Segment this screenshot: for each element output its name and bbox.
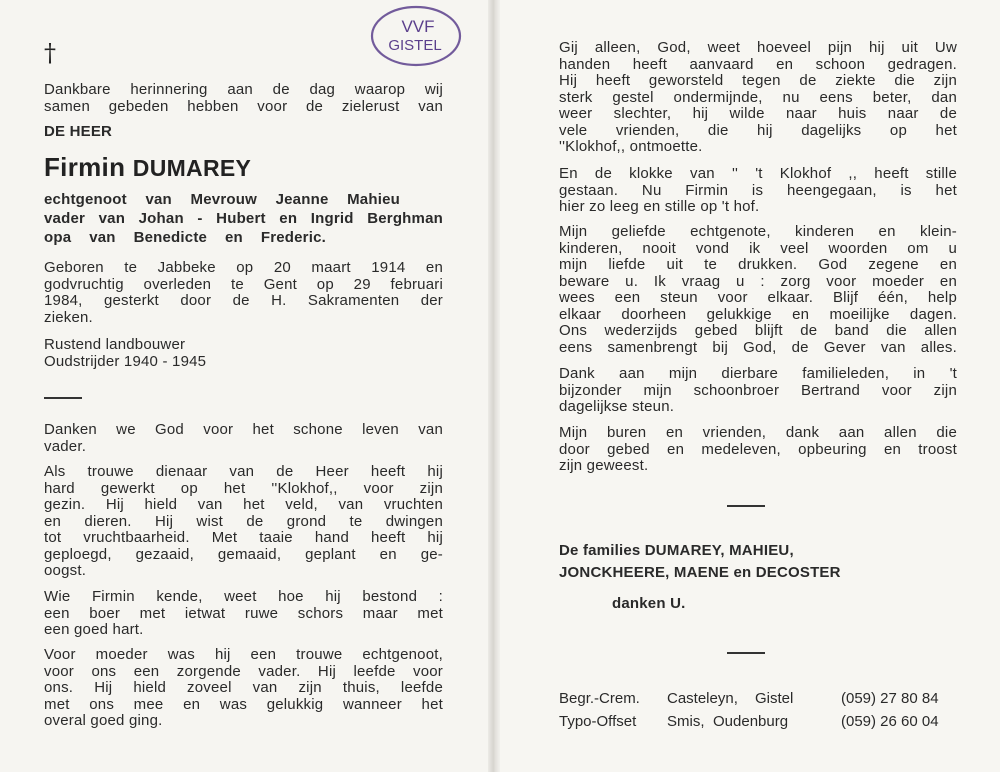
paragraph-thanks-god: Danken we God voor het schone leven van vader. [44,421,443,455]
cross-icon: † [44,39,56,67]
thanks-text: danken U. [612,595,686,612]
families-text: De families DUMAREY, MAHIEU, JONCKHEERE, MAENE en DECOSTER [559,542,841,581]
divider-right-bottom [727,652,765,654]
paragraph-voor-moeder: Voor moeder was hij een trouwe echtgenoot, voor ons een zorgende vader. Hij leefde voor ons. Hij hield zoveel van zijn thuis, leefde met ons mee en was gelukkig wanneer het overal goed ging. [44,646,443,729]
paragraph-gij-alleen: Gij alleen, God, weet hoeveel pijn hij uit Uw handen heeft aanvaard en schoon gedragen. Hij heeft geworsteld tegen de ziekte die zijn sterk gestel ondermijnde, nu eens beter, dan weer slechter, hij wilde naar huis naar de vele vrienden, die hij dagelijks op het ''Klokhof,, ontmoette. [559,39,957,155]
occupation-text: Rustend landbouwer Oudstrijder 1940 - 1945 [44,336,207,370]
intro-text: Dankbare herinnering aan de dag waarop wij samen gebeden hebben voor de zielerust van [44,81,443,115]
title-de-heer: DE HEER [44,123,113,140]
paragraph-klokhof: Als trouwe dienaar van de Heer heeft hij hard gewerkt op het ''Klokhof,, voor zijn gezin. Hij hield van het veld, van vruchten en dieren. Hij wist de grond te dwingen tot vruchtbaarheid. Met taaie hand heeft hij geploegd, gezaaid, gemaaid, geplant en ge- oogst. [44,463,443,579]
birth-death-text: Geboren te Jabbeke op 20 maart 1914 en godvruchtig overleden te Gent op 29 februari 1984, gesterkt door de H. Sakramenten der zieken. [44,259,443,326]
svg-text:GISTEL: GISTEL [388,37,442,54]
paragraph-echtgenote: Mijn geliefde echtgenote, kinderen en klein- kinderen, nooit vond ik veel woorden om u mijn liefde uit te drukken. God zegene en beware u. Ik vraag u : zorg voor moeder en wees een steun voor elkaar. Blijf één, help elkaar doorheen gelukkige en moeilijke dagen. Ons wederzijds gebed blijft de band die allen eens samenbrengt bij God, de Gever van alles. [559,223,957,356]
paragraph-klokke: En de klokke van '' 't Klokhof ,, heeft stille gestaan. Nu Firmin is heengegaan, is het hier zo leeg en stille op 't hof. [559,165,957,215]
page-fold [488,0,500,772]
paragraph-dank-familie: Dank aan mijn dierbare familieleden, in 't bijzonder mijn schoonbroer Bertrand voor zijn dagelijkse steun. [559,365,957,415]
relations-text: echtgenoot van Mevrouw Jeanne Mahieu vader van Johan - Hubert en Ingrid Berghman opa van Benedicte en Frederic. [44,191,443,246]
paragraph-buren: Mijn buren en vrienden, dank aan allen die door gebed en medeleven, opbeuring en troost zijn geweest. [559,424,957,474]
deceased-name [44,152,251,183]
divider-left [44,397,82,399]
surname: DUMAREY [132,155,252,181]
first-name: Firmin [44,152,126,182]
divider-right-top [727,505,765,507]
svg-text:VVF: VVF [401,17,435,36]
vvf-gistel-stamp [368,4,464,68]
paragraph-wie-firmin: Wie Firmin kende, weet hoe hij bestond : een boer met ietwat ruwe schors maar met een goed hart. [44,588,443,638]
